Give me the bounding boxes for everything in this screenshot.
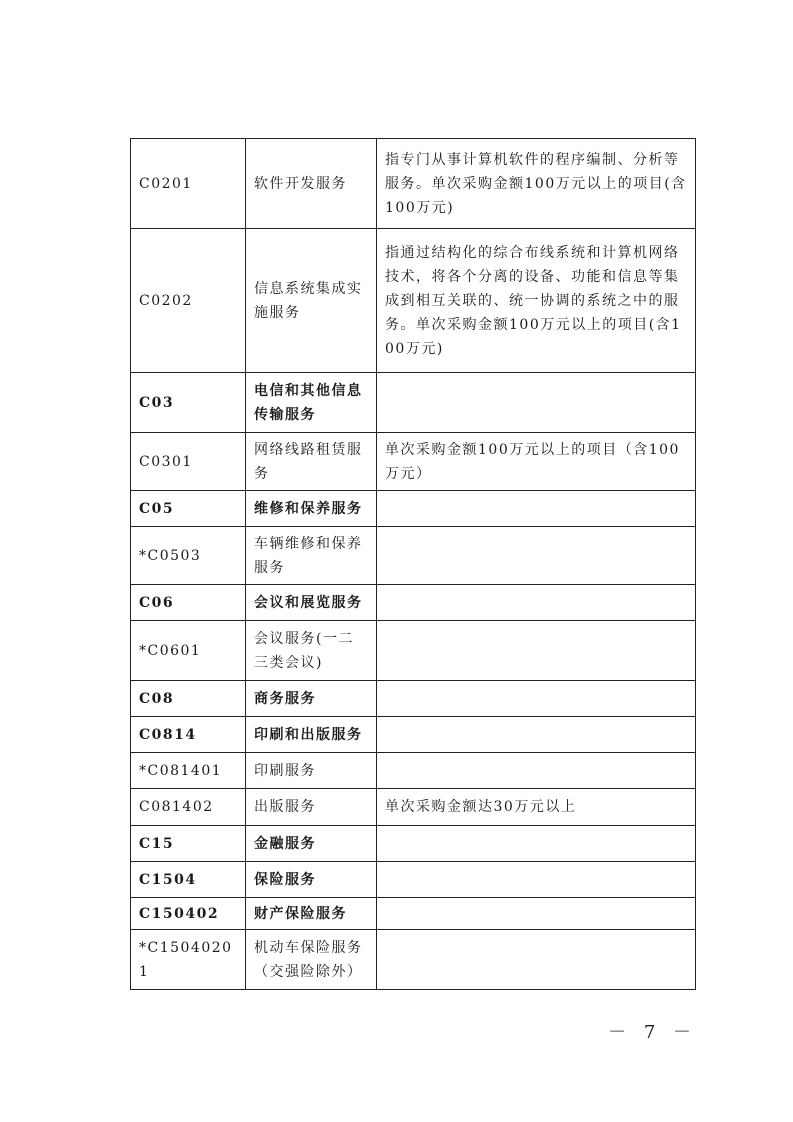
item-name: 软件开发服务 (246, 139, 377, 229)
table-row (131, 491, 696, 527)
item-code: C0201 (131, 139, 246, 229)
item-code: C081402 (131, 789, 246, 826)
table-row (131, 826, 696, 862)
item-name: 会议服务(一二三类会议) (246, 621, 377, 681)
item-description (377, 621, 696, 681)
item-code: *C0503 (131, 527, 246, 585)
item-description: 指专门从事计算机软件的程序编制、分析等服务。单次采购金额100万元以上的项目(含100万元) (377, 139, 696, 229)
item-name: 会议和展览服务 (246, 585, 377, 621)
item-name: 出版服务 (246, 789, 377, 826)
item-name: 印刷和出版服务 (246, 717, 377, 753)
item-name: 保险服务 (246, 862, 377, 898)
item-code: C150402 (131, 898, 246, 930)
table-row (131, 862, 696, 898)
table-row (131, 139, 696, 229)
item-code: *C0601 (131, 621, 246, 681)
table-row (131, 789, 696, 826)
table-row (131, 717, 696, 753)
item-description: 指通过结构化的综合布线系统和计算机网络技术，将各个分离的设备、功能和信息等集成到相互关联的、统一协调的系统之中的服务。单次采购金额100万元以上的项目(含100万元) (377, 229, 696, 373)
item-name: 电信和其他信息传输服务 (246, 373, 377, 433)
item-name: 机动车保险服务（交强险除外） (246, 930, 377, 990)
table-row (131, 229, 696, 373)
item-description: 单次采购金额达30万元以上 (377, 789, 696, 826)
procurement-catalog-table (130, 138, 696, 990)
item-description (377, 898, 696, 930)
item-description (377, 826, 696, 862)
table-row (131, 898, 696, 930)
item-code: C0814 (131, 717, 246, 753)
table-row (131, 527, 696, 585)
item-code: C0301 (131, 433, 246, 491)
item-code: C15 (131, 826, 246, 862)
item-name: 网络线路租赁服务 (246, 433, 377, 491)
item-description (377, 717, 696, 753)
table-row (131, 753, 696, 789)
item-code: C0202 (131, 229, 246, 373)
item-description (377, 373, 696, 433)
item-description (377, 681, 696, 717)
item-code: *C15040201 (131, 930, 246, 990)
table-row (131, 930, 696, 990)
item-description: 单次采购金额100万元以上的项目（含100万元） (377, 433, 696, 491)
item-description (377, 753, 696, 789)
table-row (131, 373, 696, 433)
page-number: － 7 － (608, 1022, 697, 1043)
item-code: *C081401 (131, 753, 246, 789)
table-row (131, 621, 696, 681)
item-code: C1504 (131, 862, 246, 898)
item-name: 维修和保养服务 (246, 491, 377, 527)
table-row (131, 433, 696, 491)
table-row (131, 681, 696, 717)
item-name: 金融服务 (246, 826, 377, 862)
item-name: 车辆维修和保养服务 (246, 527, 377, 585)
item-code: C06 (131, 585, 246, 621)
item-code: C05 (131, 491, 246, 527)
item-description (377, 527, 696, 585)
item-description (377, 491, 696, 527)
item-name: 信息系统集成实施服务 (246, 229, 377, 373)
item-name: 财产保险服务 (246, 898, 377, 930)
item-description (377, 585, 696, 621)
item-code: C03 (131, 373, 246, 433)
item-code: C08 (131, 681, 246, 717)
item-description (377, 930, 696, 990)
item-name: 印刷服务 (246, 753, 377, 789)
table-row (131, 585, 696, 621)
item-name: 商务服务 (246, 681, 377, 717)
item-description (377, 862, 696, 898)
